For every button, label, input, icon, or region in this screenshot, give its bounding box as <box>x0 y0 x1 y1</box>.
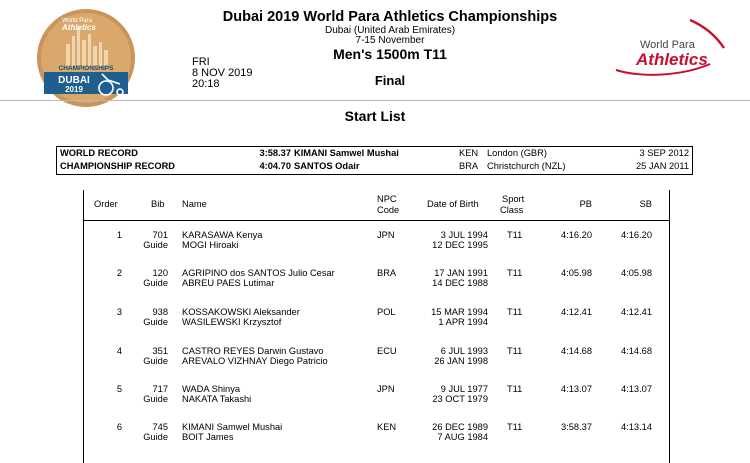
column-name: Name <box>182 199 207 209</box>
table-row <box>84 346 669 370</box>
championships-logo <box>36 8 136 108</box>
championship-location: Dubai (United Arab Emirates) <box>324 25 456 36</box>
cell-order: 1 <box>116 230 122 240</box>
cell-npc: ECU <box>377 346 397 356</box>
column-pb: PB <box>579 199 592 209</box>
column-dob: Date of Birth <box>427 199 479 209</box>
cell-guide-dob: 7 AUG 1984 <box>437 432 488 442</box>
cell-guide-label: Guide <box>143 278 168 288</box>
logo-right-line1: World Para <box>640 39 695 51</box>
record-npc: KEN <box>459 148 479 158</box>
cell-guide-dob: 26 JAN 1998 <box>434 356 488 366</box>
table-row <box>84 422 669 446</box>
logo-left-line2: Athletics <box>62 23 96 32</box>
record-venue: Christchurch (NZL) <box>487 161 566 171</box>
cell-guide-label: Guide <box>143 432 168 442</box>
cell-name: KIMANI Samwel Mushai <box>182 422 283 432</box>
cell-guide-name: BOIT James <box>182 432 234 442</box>
page-title: Start List <box>344 108 406 124</box>
cell-dob: 26 DEC 1989 <box>432 422 488 432</box>
record-label: CHAMPIONSHIP RECORD <box>60 161 176 171</box>
cell-name: AGRIPINO dos SANTOS Julio Cesar <box>182 268 335 278</box>
header-rule <box>84 220 669 221</box>
logo-right-line2: Athletics <box>636 50 708 69</box>
record-athlete: SANTOS Odair <box>294 161 360 171</box>
cell-guide-dob: 14 DEC 1988 <box>432 278 488 288</box>
record-row-world <box>57 147 692 160</box>
cell-bib: 745 <box>152 422 168 432</box>
record-npc: BRA <box>459 161 479 171</box>
cell-dob: 15 MAR 1994 <box>431 307 488 317</box>
record-venue: London (GBR) <box>487 148 547 158</box>
cell-bib: 120 <box>152 268 168 278</box>
cell-class: T11 <box>507 346 523 356</box>
cell-order: 5 <box>116 384 122 394</box>
cell-class: T11 <box>507 307 523 317</box>
cell-order: 6 <box>116 422 122 432</box>
cell-guide-label: Guide <box>143 240 168 250</box>
record-athlete: KIMANI Samwel Mushai <box>294 148 399 158</box>
cell-pb: 4:14.68 <box>560 346 592 356</box>
cell-guide-label: Guide <box>143 356 168 366</box>
record-mark: 4:04.70 <box>259 161 291 171</box>
cell-order: 3 <box>116 307 122 317</box>
event-round: Final <box>374 73 406 88</box>
cell-sb: 4:13.07 <box>620 384 652 394</box>
cell-class: T11 <box>507 422 523 432</box>
cell-guide-name: ABREU PAES Lutimar <box>182 278 275 288</box>
event-name: Men's 1500m T11 <box>333 46 447 62</box>
table-row <box>84 384 669 408</box>
cell-sb: 4:12.41 <box>620 307 652 317</box>
cell-npc: KEN <box>377 422 397 432</box>
cell-guide-name: WASILEWSKI Krzysztof <box>182 317 282 327</box>
cell-guide-label: Guide <box>143 394 168 404</box>
column-code: Code <box>377 205 400 215</box>
cell-bib: 701 <box>152 230 168 240</box>
championship-title: Dubai 2019 World Para Athletics Championships <box>222 9 558 25</box>
cell-order: 2 <box>116 268 122 278</box>
header-divider <box>0 100 750 101</box>
cell-guide-name: MOGI Hiroaki <box>182 240 239 250</box>
event-date: 8 NOV 2019 <box>192 67 253 79</box>
logo-left-line5: 2019 <box>65 85 83 94</box>
column-bib: Bib <box>151 199 165 209</box>
column-order: Order <box>94 199 118 209</box>
cell-npc: POL <box>377 307 396 317</box>
record-date: 3 SEP 2012 <box>639 148 689 158</box>
event-day: FRI <box>192 56 210 68</box>
cell-sb: 4:16.20 <box>620 230 652 240</box>
table-row <box>84 307 669 331</box>
cell-pb: 4:05.98 <box>560 268 592 278</box>
cell-sb: 4:05.98 <box>620 268 652 278</box>
cell-dob: 17 JAN 1991 <box>434 268 488 278</box>
cell-class: T11 <box>507 384 523 394</box>
world-para-athletics-logo <box>612 18 730 78</box>
cell-npc: JPN <box>377 384 395 394</box>
cell-guide-dob: 23 OCT 1979 <box>432 394 488 404</box>
cell-name: KOSSAKOWSKI Aleksander <box>182 307 300 317</box>
column-npc: NPC <box>377 194 397 204</box>
record-label: WORLD RECORD <box>60 148 138 158</box>
cell-guide-name: NAKATA Takashi <box>182 394 252 404</box>
cell-name: CASTRO REYES Darwin Gustavo <box>182 346 324 356</box>
cell-guide-label: Guide <box>143 317 168 327</box>
start-list-table <box>83 190 670 463</box>
cell-class: T11 <box>507 230 523 240</box>
cell-guide-dob: 12 DEC 1995 <box>432 240 488 250</box>
cell-dob: 9 JUL 1977 <box>440 384 488 394</box>
record-mark: 3:58.37 <box>259 148 291 158</box>
column-sport: Sport <box>502 194 525 204</box>
cell-name: WADA Shinya <box>182 384 241 394</box>
table-row <box>84 230 669 254</box>
cell-dob: 3 JUL 1994 <box>440 230 488 240</box>
event-time: 20:18 <box>192 78 220 90</box>
cell-sb: 4:14.68 <box>620 346 652 356</box>
record-date: 25 JAN 2011 <box>635 161 689 171</box>
cell-sb: 4:13.14 <box>620 422 652 432</box>
cell-dob: 6 JUL 1993 <box>440 346 488 356</box>
championship-dates: 7-15 November <box>355 35 425 46</box>
column-sb: SB <box>639 199 652 209</box>
cell-class: T11 <box>507 268 523 278</box>
table-row <box>84 268 669 292</box>
cell-pb: 4:13.07 <box>560 384 592 394</box>
logo-left-line1: World Para <box>62 18 92 24</box>
cell-pb: 4:16.20 <box>560 230 592 240</box>
cell-guide-dob: 1 APR 1994 <box>438 317 488 327</box>
cell-bib: 938 <box>152 307 168 317</box>
records-box <box>56 146 693 175</box>
cell-pb: 4:12.41 <box>560 307 592 317</box>
logo-left-line3: CHAMPIONSHIPS <box>58 65 114 72</box>
record-row-championship <box>57 160 692 173</box>
cell-pb: 3:58.37 <box>560 422 592 432</box>
cell-bib: 351 <box>152 346 168 356</box>
cell-guide-name: AREVALO VIZHNAY Diego Patricio <box>182 356 328 366</box>
cell-npc: JPN <box>377 230 395 240</box>
cell-order: 4 <box>116 346 122 356</box>
cell-npc: BRA <box>377 268 397 278</box>
column-class: Class <box>500 205 524 215</box>
logo-left-line4: DUBAI <box>58 75 90 86</box>
cell-bib: 717 <box>152 384 168 394</box>
cell-name: KARASAWA Kenya <box>182 230 263 240</box>
